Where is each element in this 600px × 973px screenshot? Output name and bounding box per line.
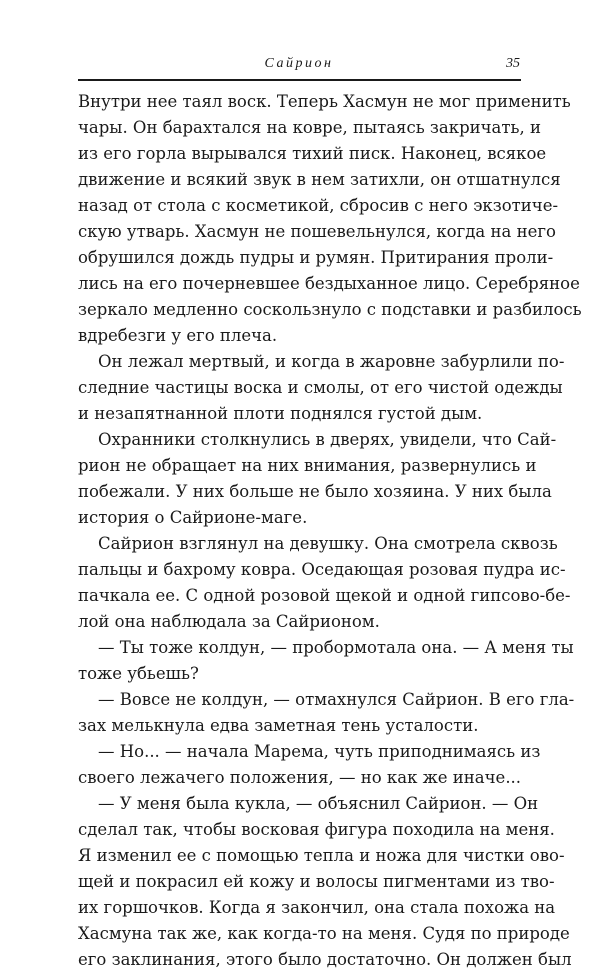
text-line: Внутри нее таял воск. Теперь Хасмун не мог применить [78, 92, 571, 111]
text-line: скую утварь. Хасмун не пошевельнулся, когда на него [78, 222, 556, 241]
text-line: чары. Он барахтался на ковре, пытаясь закричать, и [78, 118, 541, 137]
text-line: движение и всякий звук в нем затихли, он отшатнулся [78, 170, 561, 189]
text-line: лой она наблюдала за Сайрионом. [78, 612, 380, 631]
running-title: Сайрион [264, 56, 334, 71]
text-line: рион не обращает на них внимания, развернулись и [78, 456, 537, 475]
text-line: Охранники столкнулись в дверях, увидели, что Сай- [98, 430, 557, 449]
text-line: — Но... — начала Марема, чуть приподнимаясь из [98, 742, 541, 761]
text-line: история о Сайрионе-маге. [78, 508, 308, 527]
text-line: тоже убьешь? [78, 664, 199, 683]
text-line: своего лежачего положения, — но как же иначе... [78, 768, 522, 787]
text-line: их горшочков. Когда я закончил, она стала похожа на [78, 898, 556, 917]
body-text [78, 89, 582, 973]
text-line: пачкала ее. С одной розовой щекой и одной гипсово-бе- [78, 586, 571, 605]
text-line: следние частицы воска и смолы, от его чистой одежды [78, 378, 563, 397]
text-line: Сайрион взглянул на девушку. Она смотрела сквозь [98, 534, 558, 553]
text-line: пальцы и бахрому ковра. Оседающая розовая пудра ис- [78, 560, 566, 579]
text-line: — Ты тоже колдун, — пробормотала она. — А меня ты [98, 638, 574, 657]
text-line: Он лежал мертвый, и когда в жаровне забурлили по- [98, 352, 565, 371]
text-line: из его горла вырывался тихий писк. Наконец, всякое [78, 144, 547, 163]
text-line: Хасмуна так же, как когда-то на меня. Судя по природе [78, 924, 570, 943]
text-line: вдребезги у его плеча. [78, 326, 278, 345]
text-line: щей и покрасил ей кожу и волосы пигментами из тво- [78, 872, 555, 891]
header-rule [78, 79, 521, 81]
text-line: побежали. У них больше не было хозяина. У них была [78, 482, 552, 501]
text-line: Я изменил ее с помощью тепла и ножа для чистки ово- [78, 846, 565, 865]
text-line: зеркало медленно соскользнуло с подставки и разбилось [78, 300, 582, 319]
text-line: назад от стола с косметикой, сбросив с него экзотиче- [78, 196, 559, 215]
text-line: и незапятнанной плоти поднялся густой дым. [78, 404, 483, 423]
text-line: обрушился дождь пудры и румян. Притирания проли- [78, 248, 554, 267]
text-line: сделал так, чтобы восковая фигура походила на меня. [78, 820, 555, 839]
text-line: его заклинания, этого было достаточно. Он должен был [78, 950, 572, 969]
running-head [78, 56, 520, 76]
text-line: лись на его почерневшее бездыханное лицо. Серебряное [78, 274, 580, 293]
text-line: — Вовсе не колдун, — отмахнулся Сайрион. В его гла- [98, 690, 575, 709]
page-number: 35 [506, 56, 520, 71]
text-line: — У меня была кукла, — объяснил Сайрион. — Он [98, 794, 539, 813]
text-line: зах мелькнула едва заметная тень усталости. [78, 716, 479, 735]
